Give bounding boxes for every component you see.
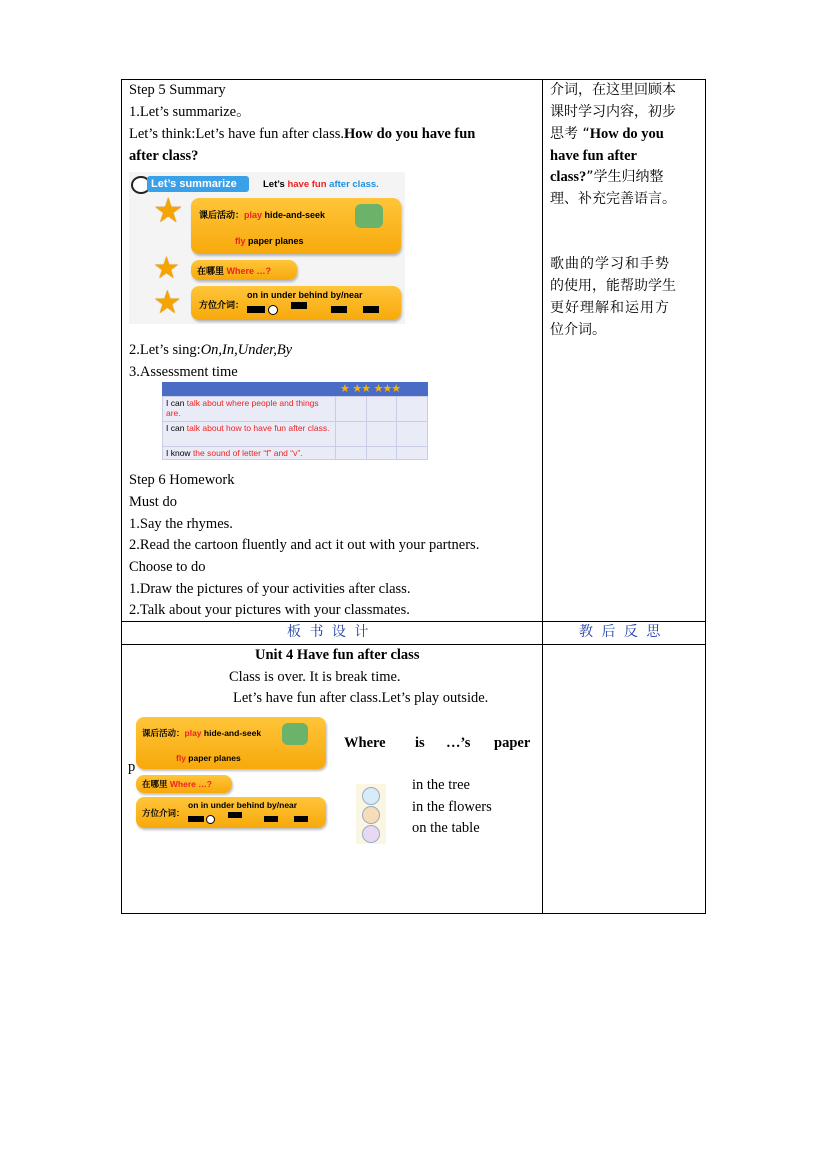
board-activity-banner [136,717,326,769]
activity-label: 课后活动： [142,729,185,739]
prep-list: on in under behind by/near [188,800,298,810]
activity-label: 课后活动： [199,211,245,221]
step6-heading: Step 6 Homework [129,472,235,488]
table-bottom-border [121,913,706,914]
summarize-tag [147,176,249,192]
summary-slide-image [129,172,405,324]
note2-line-4: 位介词。 [550,322,606,338]
sing-song: On,In,Under,By [200,342,293,358]
table-left-border [121,79,122,914]
step5-think [129,124,475,146]
note-line-1: 介词，在这里回顾本 [550,82,676,98]
star-icon: ★ [153,192,184,230]
prep-symbol [363,306,379,313]
where-word-2: is [415,735,425,751]
prep-symbol [247,306,265,313]
prep-label: 方位介词： [142,809,185,819]
note-line-6: 理、补充完善语言。 [550,191,676,207]
where-word-3: …’s [446,735,471,751]
children-illustration-icon [355,204,383,228]
note-en: class? [550,169,587,185]
preposition-banner [191,286,401,320]
slide-subtitle [263,179,379,190]
board-stray-letter: p [128,759,136,775]
think-question: How do you have fun [344,126,476,142]
table-column-divider [542,79,543,914]
note-line-4: have fun after [550,148,637,164]
star-icon: ★ [153,284,182,320]
step5-item2 [129,340,292,362]
activity-items: hide-and-seek [264,210,326,220]
step5-heading: Step 5 Summary [129,82,226,98]
where-line [197,264,271,277]
activity-play: play [184,728,202,738]
prep-list: on in under behind by/near [247,290,363,300]
note-line-2: 课时学习内容，初步 [550,104,676,120]
where-word-1: Where [344,735,386,751]
row-prefix: I can [166,398,187,408]
activity-play: play [244,210,263,220]
activity-fly: fly [176,753,186,763]
tree-icon [362,787,380,805]
choose-to-do: Choose to do [129,559,206,575]
star-icon: ★ [153,252,180,285]
rating-stars-icon: ★ ★★ ★★★ [340,383,401,395]
subtitle-part-3: after class. [329,179,379,190]
row-prefix: I know [166,448,193,458]
board-preposition-banner [136,797,326,828]
prep-symbol [291,302,307,309]
prep-symbol [294,816,308,822]
board-design-header: 板 书 设 计 [287,624,371,640]
location-2: in the flowers [412,799,492,815]
table-row [163,447,428,460]
prep-symbol [228,812,242,818]
children-illustration-icon [282,723,308,745]
row-prefix: I can [166,423,187,433]
think-prefix: Let’s think:Let’s have fun after class. [129,126,345,142]
location-icons-strip [356,784,386,844]
prep-symbol [268,305,278,315]
table-row [163,422,428,447]
where-label: 在哪里 [142,780,168,790]
activity-fly: fly [235,236,246,246]
activity-planes: paper planes [248,236,304,246]
table-row [163,397,428,422]
table-right-border [705,79,706,914]
board-fly-line [176,753,241,763]
board-where-banner [136,775,232,793]
note-cn: 思考 “ [550,126,590,142]
location-3: on the table [412,820,480,836]
table-icon [362,825,380,843]
flowers-icon [362,806,380,824]
row-text: the sound of letter “f” and “v”. [192,448,303,458]
prep-symbol [206,815,215,824]
subtitle-part-1: Let’s [263,179,285,190]
board-where-line [142,778,212,790]
note2-line-1: 歌曲的学习和手势 [550,256,670,272]
board-title: Unit 4 Have fun after class [255,647,420,663]
note-en: How do you [589,126,664,142]
prep-symbol [331,306,347,313]
activity-line [199,208,325,221]
board-line-2: Let’s have fun after class.Let’s play outside. [233,690,489,706]
prep-label: 方位介词： [199,301,245,311]
assessment-header-bar [162,382,428,396]
reflection-header: 教 后 反 思 [579,624,663,640]
choose-1: 1.Draw the pictures of your activities after class. [129,581,411,597]
note-line-3 [550,124,664,146]
where-text: Where …? [169,779,212,789]
prep-symbol [188,816,204,822]
think-question-cont: after class? [129,148,199,164]
prep-symbol [264,816,278,822]
where-word-4: paper [494,735,531,751]
note2-line-3: 更好理解和运用方 [550,300,670,316]
activity-items: hide-and-seek [203,728,262,738]
board-activity-line [142,727,261,739]
row-text: talk about where people and things are. [166,398,319,418]
choose-2: 2.Talk about your pictures with your classmates. [129,602,410,618]
step5-item3: 3.Assessment time [129,364,238,380]
sing-prefix: 2.Let’s sing: [129,342,201,358]
note-line-5 [550,167,664,189]
summarize-tag-text: Let’s summarize [151,178,237,190]
subtitle-part-2: have fun [287,179,327,190]
must-do: Must do [129,494,177,510]
activity-planes: paper planes [188,753,241,763]
where-text: Where …? [226,266,272,276]
where-banner [191,260,297,280]
assessment-table [162,396,428,460]
activity-banner [191,198,401,254]
step5-item1: 1.Let’s summarize。 [129,104,251,120]
must-do-2: 2.Read the cartoon fluently and act it out with your partners. [129,537,480,553]
where-label: 在哪里 [197,267,225,277]
board-line-1: Class is over. It is break time. [229,669,401,685]
row-text: talk about how to have fun after class. [186,423,330,433]
note-cn: ”学生归纳整 [586,169,664,185]
fly-line [235,236,304,246]
must-do-1: 1.Say the rhymes. [129,516,233,532]
location-1: in the tree [412,777,470,793]
note2-line-2: 的使用，能帮助学生 [550,278,676,294]
